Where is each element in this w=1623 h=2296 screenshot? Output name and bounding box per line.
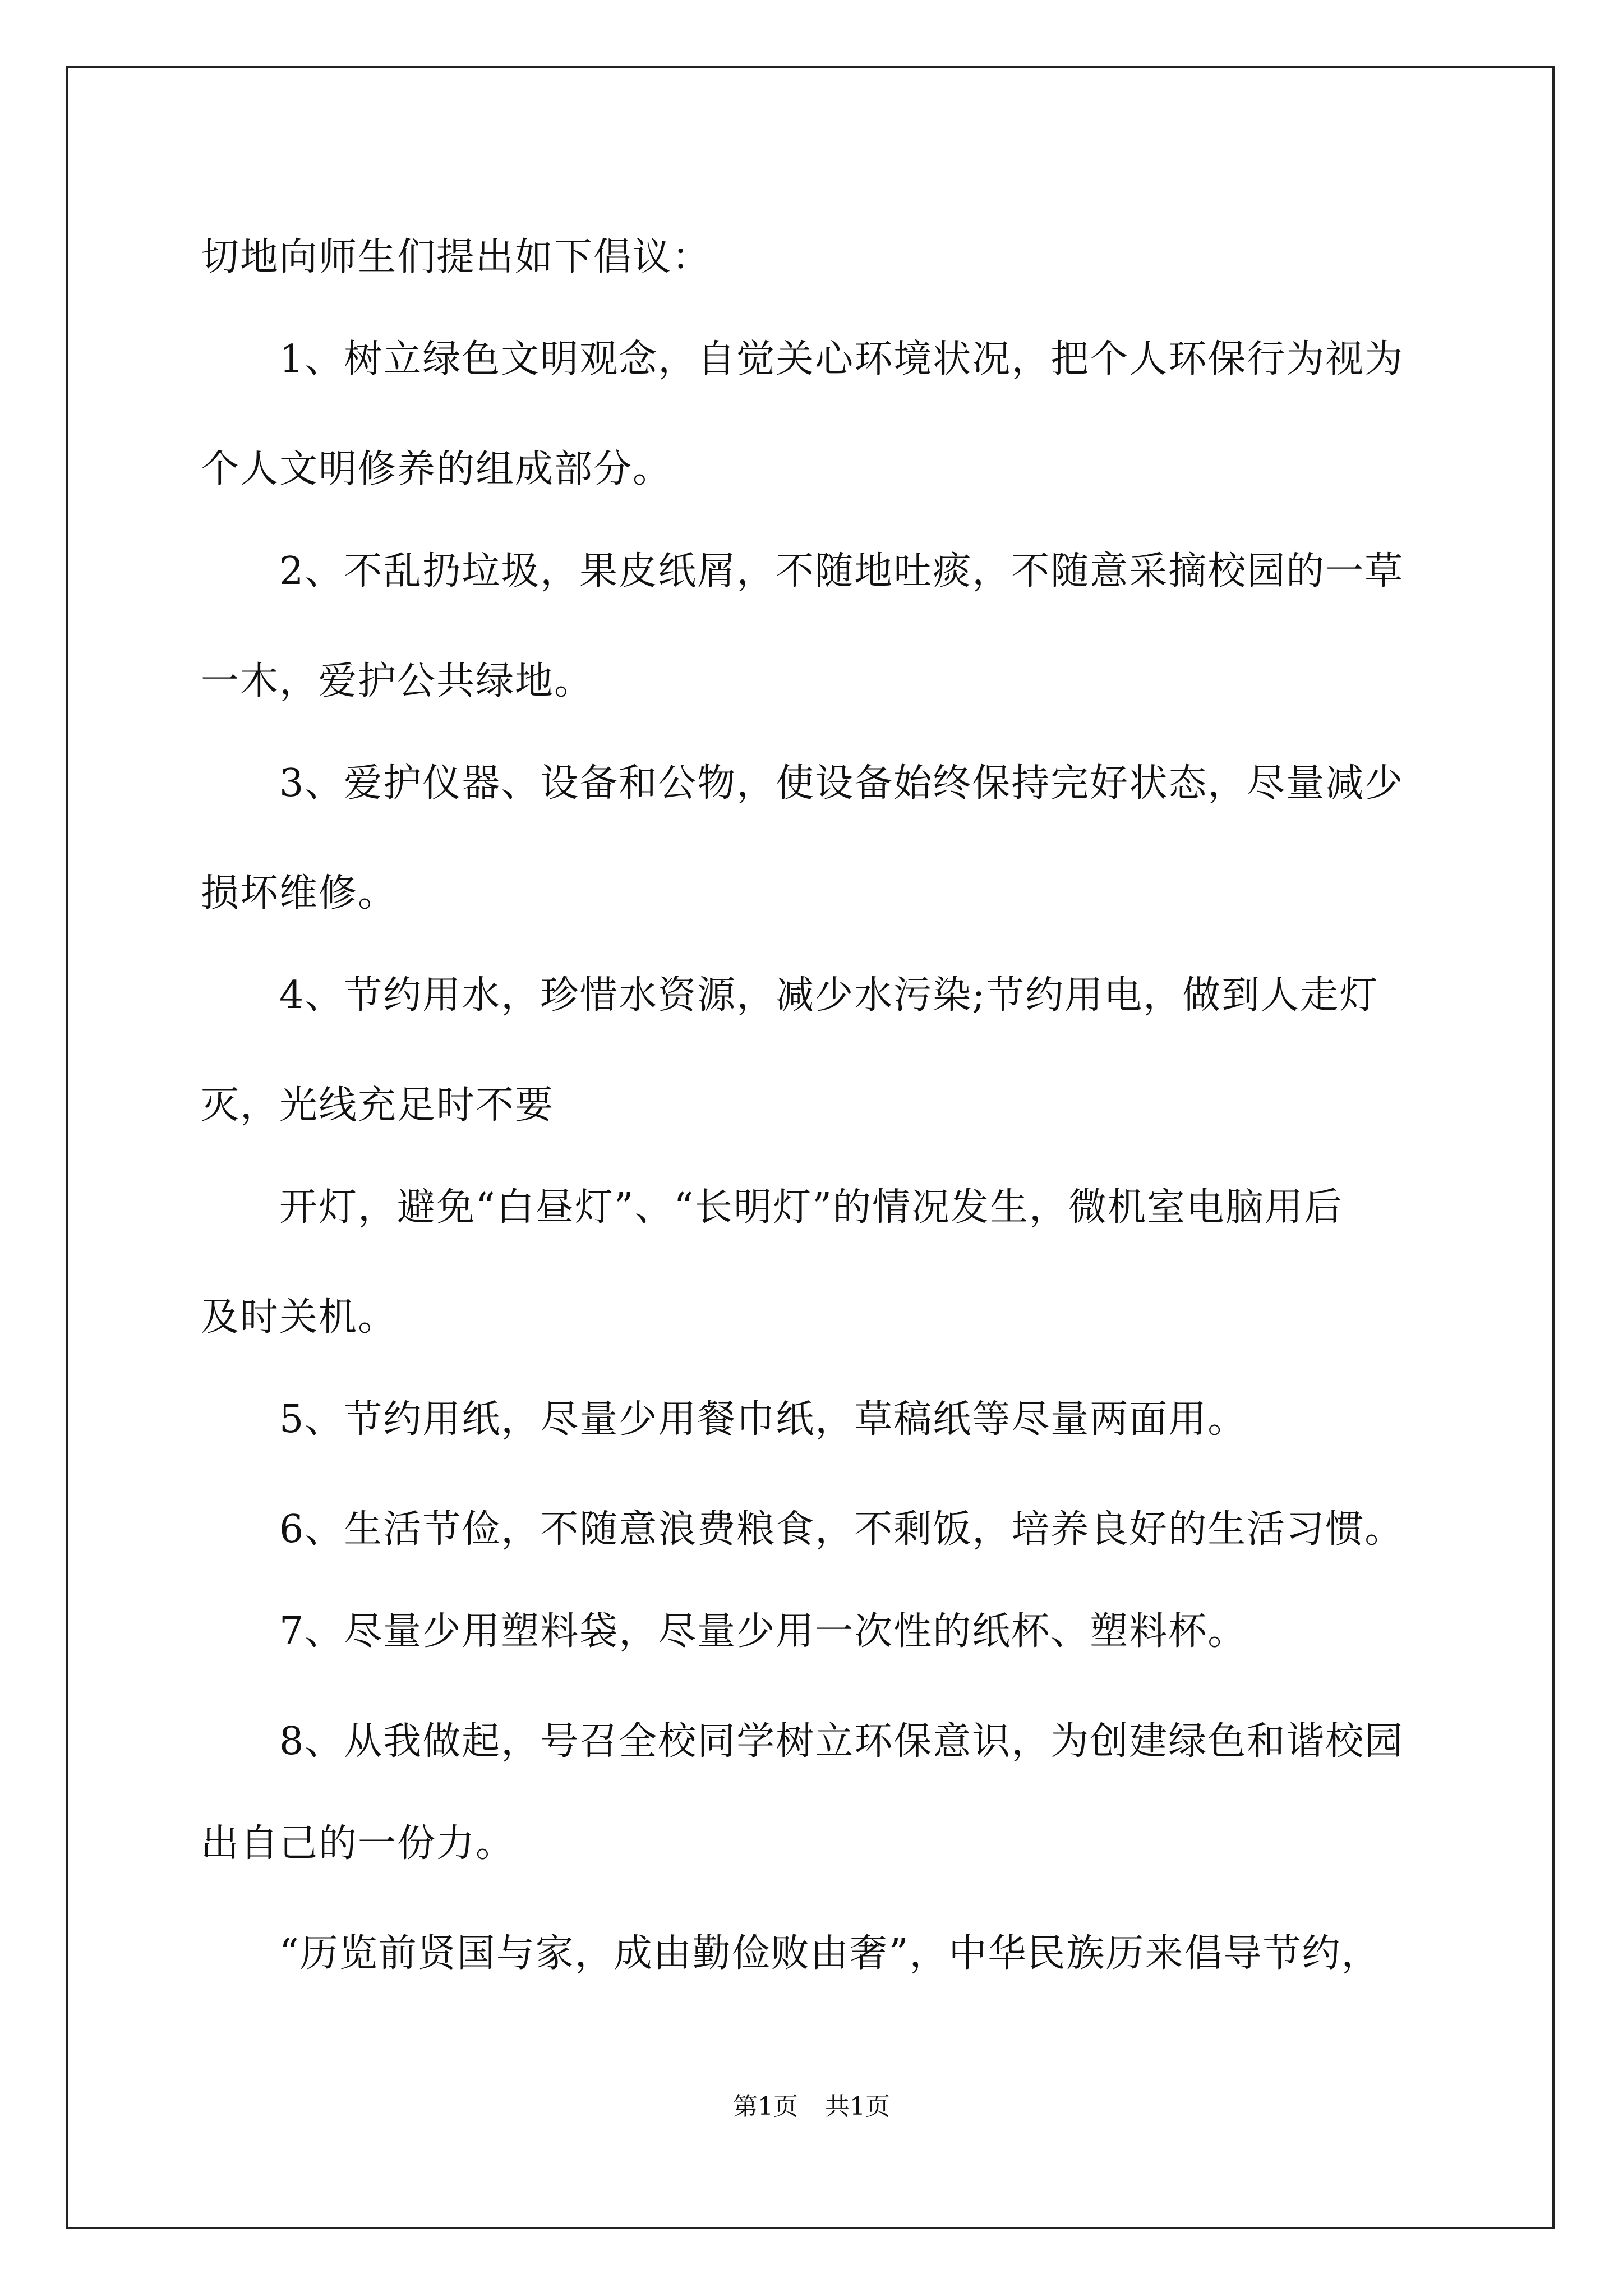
page-border xyxy=(66,66,1555,2229)
text-line: 一木，爱护公共绿地。 xyxy=(201,659,594,703)
text-line: “历览前贤国与家，成由勤俭败由奢”，中华民族历来倡导节约， xyxy=(279,1931,1381,1976)
text-line: 8、从我做起，号召全校同学树立环保意识，为创建绿色和谐校园 xyxy=(279,1719,1404,1764)
page-number: 第1页 xyxy=(733,2092,798,2121)
text-line: 2、不乱扔垃圾，果皮纸屑，不随地吐痰，不随意采摘校园的一草 xyxy=(279,549,1404,593)
text-line: 切地向师生们提出如下倡议： xyxy=(201,235,712,279)
text-line: 7、尽量少用塑料袋，尽量少用一次性的纸杯、塑料杯。 xyxy=(279,1609,1247,1654)
text-line: 3、爱护仪器、设备和公物，使设备始终保持完好状态，尽量减少 xyxy=(279,761,1404,806)
text-line: 损坏维修。 xyxy=(201,871,398,915)
text-line: 1、树立绿色文明观念，自觉关心环境状况，把个人环保行为视为 xyxy=(279,337,1404,381)
text-line: 灭，光线充足时不要 xyxy=(201,1083,555,1128)
page-footer xyxy=(0,2090,1623,2124)
text-line: 4、节约用水，珍惜水资源，减少水污染;节约用电，做到人走灯 xyxy=(279,973,1379,1018)
text-line: 出自己的一份力。 xyxy=(201,1821,515,1866)
text-line: 5、节约用纸，尽量少用餐巾纸，草稿纸等尽量两面用。 xyxy=(279,1397,1247,1442)
text-line: 及时关机。 xyxy=(201,1295,398,1340)
text-line: 开灯，避免“白昼灯”、“长明灯”的情况发生，微机室电脑用后 xyxy=(279,1185,1344,1230)
text-line: 个人文明修养的组成部分。 xyxy=(201,447,672,491)
page-total: 共1页 xyxy=(825,2092,890,2121)
text-line: 6、生活节俭，不随意浪费粮食，不剩饭，培养良好的生活习惯。 xyxy=(279,1507,1404,1552)
